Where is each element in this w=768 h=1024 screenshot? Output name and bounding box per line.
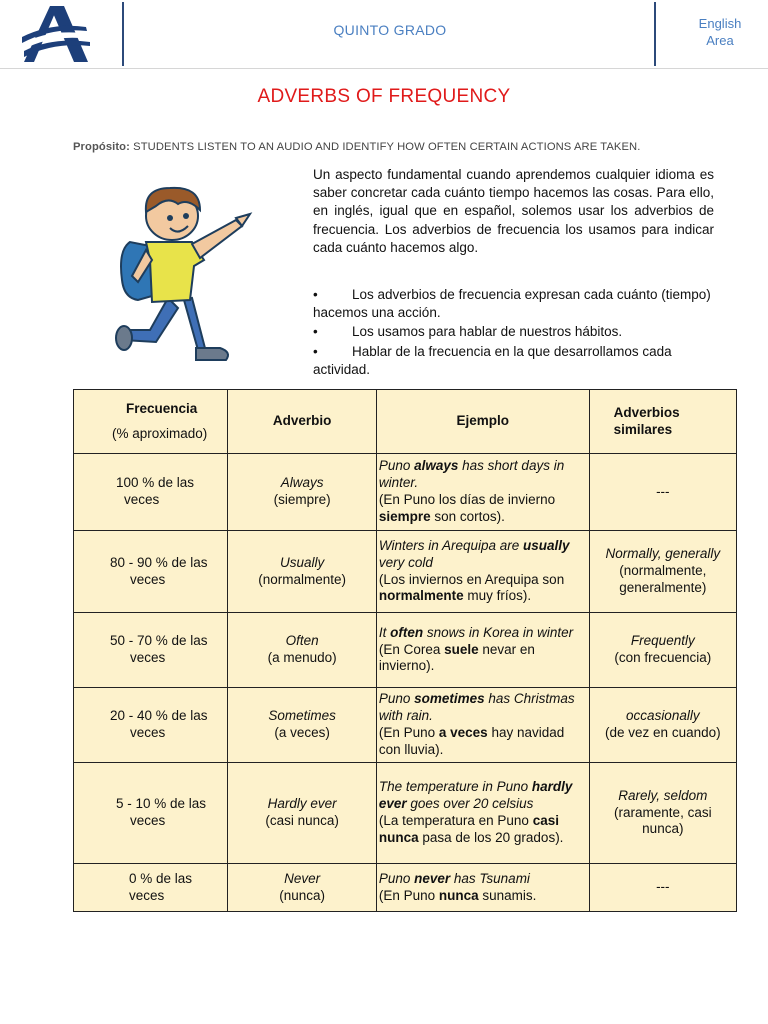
similar-cell: [589, 864, 736, 912]
example-english: Puno never has Tsunami: [378, 870, 530, 886]
frequency-unit: veces: [130, 813, 166, 828]
table-row: [74, 864, 737, 912]
header-adverb: Adverbio: [228, 390, 376, 454]
similar-text: Frequently: [630, 633, 695, 649]
adverb-cell: [228, 613, 376, 688]
frequency-value: 20 - 40 % de las: [110, 708, 208, 724]
bullet-dot-icon: •: [313, 343, 318, 359]
similar-text: Rarely, seldom: [618, 787, 708, 803]
similar-cell: [589, 688, 736, 763]
similar-translation: (normalmente, generalmente): [619, 563, 707, 595]
table-row: [74, 763, 737, 864]
adverb-text: Never: [284, 870, 321, 886]
header-frequency-sub: (% aproximado): [112, 425, 208, 441]
example-spanish: (En Puno los días de invierno siempre son cortos).: [378, 492, 556, 524]
similar-text: ---: [656, 879, 670, 895]
example-cell: [376, 864, 589, 912]
grade-label: QUINTO GRADO: [333, 22, 447, 38]
adverb-text: Always: [280, 475, 324, 491]
frequency-table: [73, 389, 737, 912]
example-english: Puno always has short days in winter.: [378, 458, 565, 491]
purpose-text: STUDENTS LISTEN TO AN AUDIO AND IDENTIFY HOW OFTEN CERTAIN ACTIONS ARE TAKEN.: [133, 141, 641, 153]
adverb-text: Hardly ever: [267, 796, 337, 812]
area-line-2: Area: [706, 33, 734, 48]
intro-paragraph: Un aspecto fundamental cuando aprendemos cualquier idioma es saber concretar cada cuánto tiempo hacemos las cosas. Para ello, en inglés, igual que en español, solemos usar los adverbios de frecuencia. Los adverbios de frecuencia los usamos para indicar cada cuánto hacemos algo.: [313, 167, 714, 255]
similar-cell: [589, 531, 736, 613]
header-divider-left: [122, 2, 124, 66]
adverb-text: Sometimes: [268, 708, 336, 724]
frequency-value: 50 - 70 % de las: [110, 633, 208, 649]
table-row: [74, 613, 737, 688]
example-cell: [376, 688, 589, 763]
adverb-translation: (normalmente): [258, 571, 347, 587]
running-boy-illustration: [108, 180, 268, 380]
similar-cell: [589, 763, 736, 864]
similar-translation: (de vez en cuando): [605, 725, 721, 740]
example-english: It often snows in Korea in winter: [378, 624, 574, 640]
purpose-line: [73, 141, 640, 153]
example-cell: [376, 613, 589, 688]
adverb-cell: [228, 864, 376, 912]
adverb-translation: (nunca): [279, 887, 326, 903]
example-english: Winters in Arequipa are usually very cold: [378, 537, 570, 570]
page-header: [0, 0, 768, 68]
adverb-translation: (a menudo): [267, 650, 337, 665]
example-spanish: (La temperatura en Puno casi nunca pasa de los 20 grados).: [378, 813, 564, 845]
example-english: The temperature in Puno hardly ever goes over 20 celsius: [378, 779, 573, 812]
page-title: ADVERBS OF FREQUENCY: [257, 86, 511, 107]
bullet-text: Los usamos para hablar de nuestros hábitos.: [352, 324, 623, 340]
similar-translation: (raramente, casi nunca): [614, 804, 712, 837]
adverb-translation: (siempre): [273, 492, 331, 507]
adverb-cell: [228, 454, 376, 531]
example-spanish: (En Corea suele nevar en invierno).: [378, 641, 535, 674]
frequency-unit: veces: [130, 650, 166, 665]
example-spanish: (En Puno a veces hay navidad con lluvia).: [378, 725, 565, 757]
frequency-value: 100 % de las: [116, 475, 195, 491]
similar-text: ---: [656, 483, 670, 499]
bullet-item: [313, 343, 714, 379]
similar-cell: [589, 613, 736, 688]
frequency-value: 80 - 90 % de las: [110, 554, 208, 570]
header-frequency: [74, 390, 228, 454]
area-label: [660, 15, 768, 49]
frequency-cell: [74, 613, 228, 688]
adverb-cell: [228, 763, 376, 864]
bullet-text: Hablar de la frecuencia en la que desarrollamos cada actividad.: [313, 343, 672, 377]
frequency-unit: veces: [124, 492, 160, 507]
bullet-item: [313, 323, 714, 341]
bullet-dot-icon: •: [313, 324, 318, 340]
table-row: [74, 531, 737, 613]
similar-cell: [589, 454, 736, 531]
example-cell: [376, 454, 589, 531]
adverb-translation: (casi nunca): [265, 813, 339, 828]
example-spanish: (Los inviernos en Arequipa son normalmente muy fríos).: [378, 571, 565, 604]
bullet-list: [313, 286, 714, 380]
example-english: Puno sometimes has Christmas with rain.: [378, 691, 575, 724]
header-frequency-label: Frecuencia: [126, 400, 198, 416]
frequency-value: 5 - 10 % de las: [116, 796, 207, 812]
bullet-dot-icon: •: [313, 287, 318, 302]
similar-text: Normally, generally: [605, 546, 721, 562]
adverb-text: Often: [285, 633, 319, 649]
table-row: [74, 688, 737, 763]
adverb-text: Usually: [280, 554, 325, 570]
frequency-cell: [74, 864, 228, 912]
header-divider-right: [654, 2, 656, 66]
adverb-translation: (a veces): [274, 725, 330, 740]
frequency-value: 0 % de las: [129, 870, 193, 886]
header-similar: Adverbios similares: [589, 390, 736, 454]
school-logo-icon: [20, 4, 92, 64]
purpose-label: Propósito:: [73, 141, 130, 153]
similar-translation: (con frecuencia): [614, 650, 712, 665]
frequency-cell: [74, 688, 228, 763]
example-cell: [376, 763, 589, 864]
table-row: [74, 454, 737, 531]
example-cell: [376, 531, 589, 613]
frequency-cell: [74, 763, 228, 864]
header-rule: [0, 68, 768, 69]
frequency-unit: veces: [130, 571, 166, 587]
table-header-row: [74, 390, 737, 454]
frequency-unit: veces: [130, 725, 166, 740]
header-example: Ejemplo: [376, 390, 589, 454]
example-spanish: (En Puno nunca sunamis.: [378, 887, 537, 903]
bullet-text: Los adverbios de frecuencia expresan cada cuánto (tiempo) hacemos una acción.: [313, 287, 711, 321]
frequency-cell: [74, 454, 228, 531]
adverb-cell: [228, 531, 376, 613]
adverb-cell: [228, 688, 376, 763]
frequency-cell: [74, 531, 228, 613]
area-line-1: English: [698, 16, 742, 31]
similar-text: occasionally: [626, 708, 700, 724]
frequency-unit: veces: [129, 887, 165, 903]
bullet-item: [313, 286, 714, 322]
